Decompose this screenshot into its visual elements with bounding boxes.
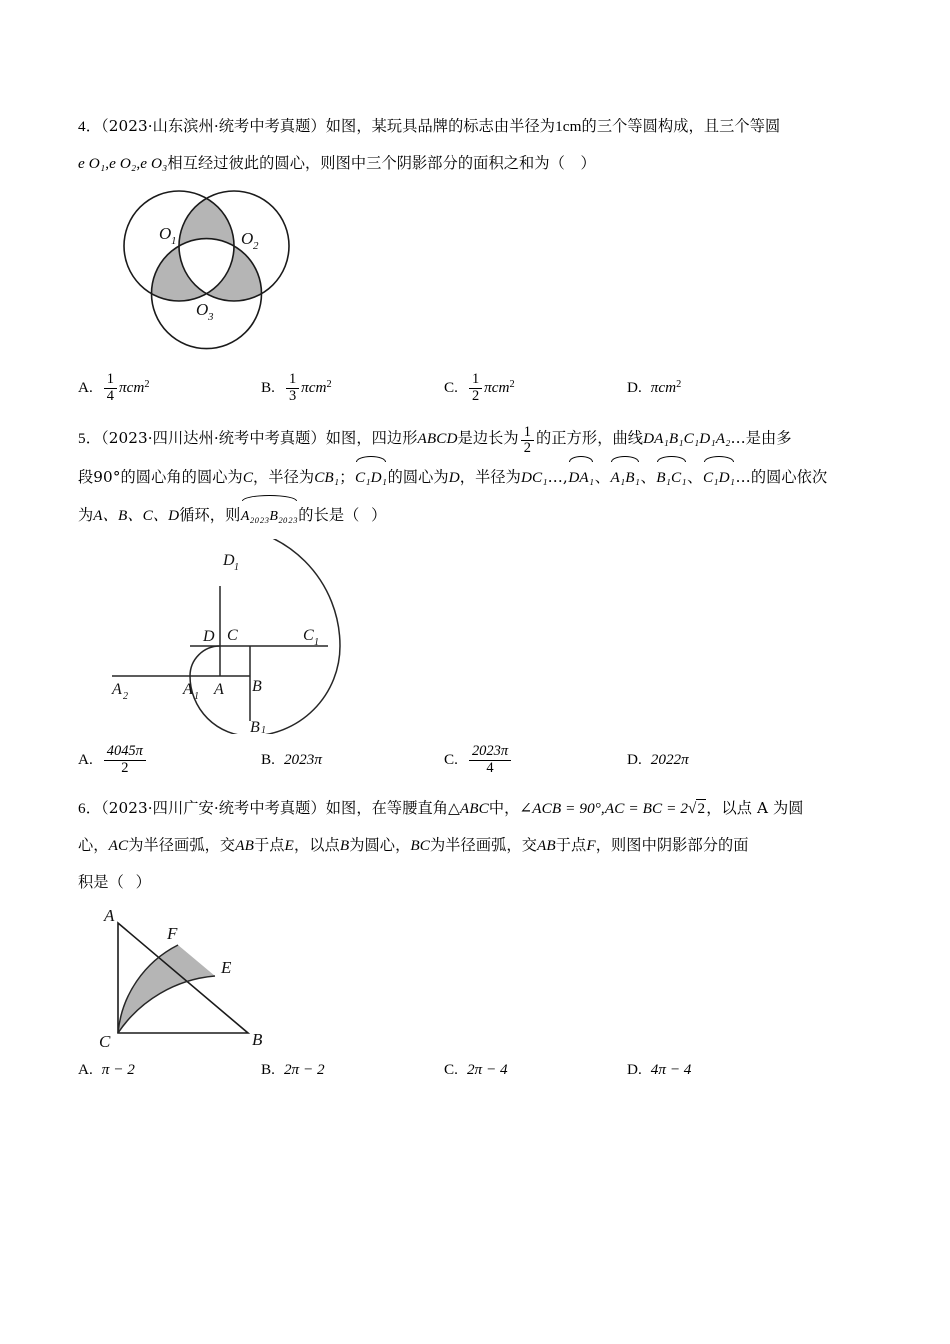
label-e: E — [221, 958, 232, 978]
q5-curve: DA₁B₁C₁D₁A₂ — [643, 430, 731, 448]
q5-letters: A、B、C、D — [93, 507, 180, 525]
q5-side-den: 2 — [521, 440, 534, 457]
q5-line1c: 的正方形，曲线 — [536, 429, 644, 448]
q5-line1b: 是边长为 — [457, 429, 519, 448]
q5-number: 5 — [78, 430, 86, 448]
label-c: C — [227, 627, 238, 645]
q6-option-a-label: A. — [78, 1061, 93, 1079]
q5-source: （2023·四川达州·统考中考真题） — [101, 429, 326, 448]
arc-d-a1 — [190, 646, 220, 676]
q5-radius-cb1: CB₁ — [314, 469, 340, 487]
q5-option-b-label: B. — [261, 751, 275, 769]
q4-symbol-e3: e — [140, 155, 148, 172]
q6-line2b: 为半径画弧，交 — [128, 836, 236, 855]
q6-opt-a-text: π − 2 — [101, 1061, 135, 1079]
q6-line2i: ，则图中阴影部分的面 — [595, 836, 749, 855]
q5-line2d: 的圆心为 — [387, 468, 449, 487]
q5-opt-a-den: 2 — [104, 760, 146, 777]
q5-arc-target: A₂₀₂₃B₂₀₂₃ — [241, 496, 298, 535]
question-5-options — [78, 744, 878, 776]
label-c: C — [99, 1032, 111, 1052]
q6-line2c: 于点 — [253, 836, 285, 855]
label-d1-sub: 1 — [234, 562, 239, 574]
q6-source: （2023·四川广安·统考中考真题） — [101, 799, 326, 818]
arc-c1-d1 — [220, 539, 340, 649]
q4-circle-o1: O₁ — [88, 155, 106, 172]
label-o3-sub: 3 — [208, 311, 214, 323]
q6-line2a: 心， — [78, 836, 109, 855]
q4-option-d[interactable] — [627, 372, 681, 404]
q6-option-b-label: B. — [261, 1061, 275, 1079]
q5-opt-c-num: 2023π — [471, 743, 509, 760]
q4-opt-a-num: 1 — [106, 371, 114, 387]
q4-opt-c-den: 2 — [469, 388, 482, 405]
q6-ac: AC — [108, 837, 129, 855]
figure-spiral-square — [90, 539, 878, 734]
label-o1: O — [159, 224, 172, 243]
q5-option-a-label: A. — [78, 751, 93, 769]
q4-opt-c-num: 1 — [471, 371, 480, 387]
q5-arc-b1c1: B₁C₁ — [656, 457, 686, 496]
q5-center-c: C — [242, 469, 254, 487]
q6-line2f: 为圆心， — [349, 836, 411, 855]
q4-option-b-label: B. — [261, 379, 275, 397]
label-b1: B — [250, 719, 260, 735]
q5-line2g: …的圆心依次 — [735, 468, 828, 487]
q6-line2g: 为半径画弧，交 — [429, 836, 537, 855]
q5-line3a: 为 — [78, 506, 94, 525]
q5-side-fraction — [521, 425, 534, 457]
q5-option-c[interactable] — [444, 744, 627, 776]
question-4-options — [78, 372, 878, 404]
q6-line3close: ） — [135, 873, 151, 892]
q4-radius: 1cm — [555, 118, 582, 135]
q5-side-num: 1 — [523, 423, 532, 440]
q5-opt-a-num: 4045π — [106, 743, 143, 760]
arc-b1-c1 — [250, 646, 340, 734]
q4-line2b: 相互经过彼此的圆心，则图中三个阴影部分的面积之和为（ — [167, 154, 565, 172]
sqrt-icon: √2 — [688, 800, 706, 818]
q4-source: （2023·山东滨州·统考中考真题） — [101, 117, 326, 135]
q4-line1a: 如图，某玩具品牌的标志由半径为 — [325, 117, 556, 135]
q4-option-b-fraction — [286, 372, 299, 404]
q5-quad: ABCD — [417, 430, 458, 448]
q5-line3close: ） — [371, 506, 387, 525]
q6-point-f: F — [586, 837, 596, 855]
q4-symbol-e: e — [78, 155, 85, 172]
spiral-square-svg — [90, 539, 390, 734]
question-4 — [78, 108, 878, 404]
q6-angle: ∠ACB = 90°, — [519, 800, 605, 818]
q5-radius-dc1: DC₁ — [520, 469, 548, 487]
figure-triangle-arcs — [90, 903, 878, 1053]
q5-line1d: …是由多 — [730, 429, 792, 448]
q4-line1b: 的三个等圆构成，且三个等圆 — [581, 117, 781, 135]
q4-option-a-fraction — [104, 372, 117, 404]
question-6 — [78, 790, 878, 1079]
q5-option-d-label: D. — [627, 751, 642, 769]
q4-option-b[interactable] — [261, 372, 444, 404]
q4-option-c-label: C. — [444, 379, 458, 397]
q4-option-d-label: D. — [627, 379, 642, 397]
q4-opt-b-den: 3 — [286, 388, 299, 405]
q5-line2e: ，半径为 — [459, 468, 521, 487]
q5-line1a: 如图，四边形 — [325, 429, 418, 448]
q5-option-c-fraction — [469, 744, 511, 776]
q5-line3b: 循环，则 — [179, 506, 241, 525]
q6-line1b: 中， — [488, 799, 520, 818]
q6-option-c-label: C. — [444, 1061, 458, 1079]
figure-three-circles — [86, 186, 878, 356]
q5-line2f: …, — [547, 468, 568, 487]
q4-option-a-label: A. — [78, 379, 93, 397]
question-4-stem: 4．（2023·山东滨州·统考中考真题）如图，某玩具品牌的标志由半径为1cm的三个等圆构成，且三个等圆 e O₁,e O₂,e O₃相互经过彼此的圆心，则图中三个阴影部分的面积之和为（ ） — [78, 117, 781, 172]
label-o3: O — [196, 300, 209, 319]
q6-point-b: B — [339, 837, 350, 855]
q5-arc-c1d1: C₁D₁ — [355, 457, 387, 496]
q6-option-d-label: D. — [627, 1061, 642, 1079]
page-content — [78, 108, 878, 1089]
q6-sqrt-radicand: 2 — [697, 800, 706, 818]
q6-number: 6 — [78, 800, 86, 818]
q5-opt-b-text: 2023π — [283, 751, 322, 769]
q5-center-d: D — [448, 469, 460, 487]
q6-option-b[interactable] — [261, 1061, 444, 1079]
q5-option-b[interactable] — [261, 744, 444, 776]
q4-circle-o2: O₂ — [119, 155, 137, 172]
q6-option-d[interactable] — [627, 1061, 691, 1079]
label-a2-sub: 2 — [123, 691, 128, 703]
q6-line2h: 于点 — [555, 836, 587, 855]
q6-sides: AC = BC = 2 — [604, 800, 689, 818]
q5-opt-c-den: 4 — [469, 760, 511, 777]
label-o1-sub: 1 — [171, 235, 177, 247]
q4-opt-b-num: 1 — [288, 371, 297, 387]
question-5-stem: 5．（2023·四川达州·统考中考真题）如图，四边形ABCD是边长为 $\frac{1}{2}$ 的正方形，曲线DA₁B₁C₁D₁A₂…是由多 段90°的圆心角的圆心为C，半径为CB₁；C₁D₁的圆心为D，半径为DC₁…,DA₁、A₁B₁、B₁C₁、C₁D₁…的圆心依次 为A、B、C、D循环，则A₂₀₂₃B₂₀₂₃的长是（ ） — [78, 420, 878, 535]
q4-symbol-e2: e — [109, 155, 116, 172]
q4-opt-a-den: 4 — [104, 388, 117, 405]
label-f: F — [167, 924, 178, 944]
q5-arc-da1: DA₁ — [568, 457, 594, 496]
q5-option-a-fraction — [104, 744, 146, 776]
q5-line2c: ； — [339, 468, 355, 487]
label-c1: C — [303, 627, 314, 645]
q6-opt-b-text: 2π − 2 — [283, 1061, 325, 1079]
label-a: A — [214, 681, 224, 699]
label-a: A — [104, 906, 115, 926]
q6-triangle: △ABC — [448, 800, 489, 818]
q6-line1c: ，以点 A 为圆 — [706, 799, 804, 818]
triangle-abc — [118, 923, 248, 1033]
q5-option-a[interactable] — [78, 744, 261, 776]
q6-option-a[interactable] — [78, 1061, 261, 1079]
question-5 — [78, 420, 878, 776]
label-o2: O — [241, 229, 254, 248]
q6-line2d: ，以点 — [293, 836, 340, 855]
q5-line3c: 的长是（ — [298, 506, 360, 525]
triangle-arcs-svg — [90, 903, 320, 1053]
q4-opt-c-after: πcm$^2$ — [484, 379, 515, 397]
q5-opt-d-text: 2022π — [650, 751, 689, 769]
q4-line2close: ） — [580, 154, 596, 172]
question-6-stem: 6．（2023·四川广安·统考中考真题）如图，在等腰直角△ABC中，∠ACB = 90°,AC = BC = 2√2，以点 A 为圆 心，AC为半径画弧，交AB于点E，以点B为圆心，BC为半径画弧，交AB于点F，则图中阴影部分的面 积是（ ） — [78, 790, 878, 901]
q6-option-c[interactable] — [444, 1061, 627, 1079]
three-circles-svg — [86, 186, 336, 356]
label-o2-sub: 2 — [253, 240, 259, 252]
q5-option-d[interactable] — [627, 744, 689, 776]
q5-line2a: 段90°的圆心角的圆心为 — [78, 468, 243, 487]
q6-ab: AB — [235, 837, 254, 855]
label-a2: A — [112, 681, 122, 699]
label-c1-sub: 1 — [314, 637, 319, 649]
q4-circle-o3: O₃ — [150, 155, 168, 172]
label-b1-sub: 1 — [261, 725, 266, 735]
q4-opt-b-after: πcm$^2$ — [301, 379, 332, 397]
q5-arc-a1b1: A₁B₁ — [610, 457, 640, 496]
label-d: D — [203, 628, 215, 646]
q5-arc-c1d1-2: C₁D₁ — [703, 457, 735, 496]
q6-line3: 积是（ — [78, 873, 124, 892]
q4-opt-a-after: πcm$^2$ — [118, 379, 150, 397]
label-d1: D — [223, 552, 235, 570]
q4-opt-d-after: πcm$^2$ — [650, 379, 682, 397]
q6-ab2: AB — [536, 837, 556, 855]
q4-number: 4 — [78, 118, 86, 135]
label-b: B — [252, 1030, 263, 1050]
question-6-options — [78, 1061, 878, 1079]
q6-point-e: E — [284, 837, 294, 855]
label-b: B — [252, 678, 262, 696]
q4-option-c[interactable] — [444, 372, 627, 404]
q6-bc: BC — [410, 837, 430, 855]
q6-line1a: 如图，在等腰直角 — [325, 799, 449, 818]
label-a1-sub: 1 — [194, 691, 199, 703]
q5-line2b: ，半径为 — [253, 468, 315, 487]
q6-opt-c-text: 2π − 4 — [466, 1061, 508, 1079]
q5-option-c-label: C. — [444, 751, 458, 769]
q4-option-c-fraction — [469, 372, 482, 404]
label-a1: A — [183, 681, 193, 699]
q4-option-a[interactable] — [78, 372, 261, 404]
q6-opt-d-text: 4π − 4 — [650, 1061, 692, 1079]
